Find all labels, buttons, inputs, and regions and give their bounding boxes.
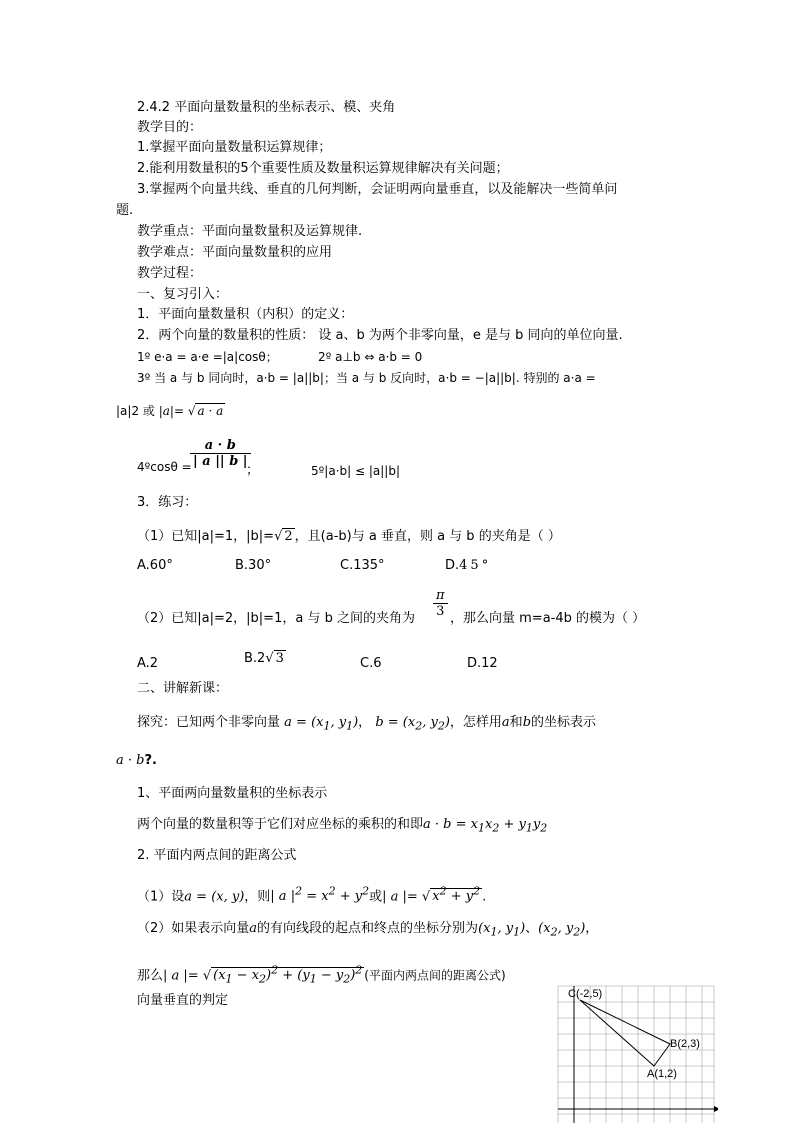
q2-radicand: 3 <box>275 651 284 666</box>
objectives-heading: 教学目的： <box>137 120 203 135</box>
cos-denominator: | a || b | <box>193 454 248 469</box>
explore-question <box>116 752 157 770</box>
question-1-tail: ，且(a-b)与 a 垂直，则 a 与 b 的夹角是（ ） <box>294 529 561 544</box>
q1-option-d-label: D. <box>445 558 460 573</box>
objective-2: 2.能利用数量积的5个重要性质及数量积运算规律解决有关问题； <box>137 161 509 176</box>
section-2-heading: 2. 平面内两点间的距离公式 <box>137 848 297 863</box>
review-heading: 一、复习引入： <box>137 287 229 302</box>
question-2-tail: ，那么向量 m=a-4b 的模为（ ） <box>450 611 646 626</box>
question-mark: ?. <box>144 753 157 768</box>
explore-and: 和 <box>509 715 523 730</box>
explore-text: 探究：已知两个非零向量 <box>137 715 281 730</box>
cos-fraction <box>190 438 251 469</box>
objective-3: 3.掌握两个向量共线、垂直的几何判断，会证明两向量垂直，以及能解决一些简单问 <box>137 182 618 197</box>
a-dot-b: a · b <box>116 753 145 768</box>
property-3-text: |a|2 或 <box>116 404 155 418</box>
section-2-1-head: （1）设 <box>137 889 185 905</box>
sqrt-symbol: √ <box>274 529 283 544</box>
property-3: 3º 当 a 与 b 同向时，a·b = |a||b|；当 a 与 b 反向时，a·b = −|a||b|. 特别的 a·a = <box>137 371 596 385</box>
label-c: C(-2,5) <box>568 988 603 1000</box>
exercise-heading: 3．练习： <box>137 495 198 510</box>
pi-over-3 <box>433 588 448 619</box>
q2-option-d: D.12 <box>467 656 498 671</box>
section-1-desc: 两个向量的数量积等于它们对应坐标的乘积的和即 <box>137 817 424 832</box>
triangle-abc <box>580 1000 670 1066</box>
section-2-3-tail: (平面内两点间的距离公式) <box>364 968 506 983</box>
vector-a-def: a = (x, y) <box>184 889 245 905</box>
section-3-heading: 向量垂直的判定 <box>137 993 229 1008</box>
property-4-label: 4ºcosθ = <box>137 460 192 474</box>
question-2-head: （2）已知|a|=2，|b|=1，a 与 b 之间的夹角为 <box>137 611 415 626</box>
section-2-2-sep: 、 <box>525 921 539 936</box>
sqrt-symbol: √ <box>421 889 431 905</box>
new-lesson-heading: 二、讲解新课： <box>137 681 229 696</box>
section-1-text <box>137 816 547 838</box>
modulus-sqrt: | a |= <box>382 889 422 905</box>
q1-radicand: 2 <box>284 529 293 544</box>
property-4-sep: ； <box>246 463 260 478</box>
property-1: 1º e·a = a·e =|a|cosθ； <box>137 350 278 364</box>
difficulty: 教学难点：平面向量数量积的应用 <box>137 245 333 260</box>
grid <box>558 986 714 1123</box>
explore-line <box>137 714 596 736</box>
q2-option-b-label: B.2 <box>244 651 266 666</box>
fraction-numerator: π <box>436 588 445 603</box>
sqrt-symbol: √ <box>202 968 212 984</box>
modulus-formula: |a|= <box>158 404 188 418</box>
section-2-3-head: 那么 <box>137 968 164 984</box>
q1-option-d <box>445 557 491 575</box>
q2-option-a: A.2 <box>137 656 159 671</box>
distance-radicand: $(x_1 - x_2)^2 + (y_1 - y_2)^2$ <box>213 964 363 986</box>
review-properties-intro: 2．两个向量的数量积的性质： 设 a、b 为两个非零向量，e 是与 b 同向的单位向量. <box>137 328 623 343</box>
q1-option-a: A.60° <box>137 558 173 573</box>
symbol-a: a <box>501 715 510 730</box>
section-2-1: （1）设a = (x, y)，则| a $|^2 = x^2 + y^2$或| a |= √ $x^2 + y^2$ . <box>137 885 487 905</box>
radicand-a-dot-a: a · a <box>197 404 224 418</box>
q1-option-b: B.30° <box>235 558 272 573</box>
question-1-head: （1）已知|a|=1，|b|= <box>137 529 275 544</box>
key-point: 教学重点：平面向量数量积及运算规律. <box>137 224 363 239</box>
objective-3-cont: 题. <box>116 203 134 218</box>
sqrt-symbol: √ <box>265 651 274 666</box>
question-1 <box>137 528 561 546</box>
vector-b-coords: $b = (x_2$, $y_2$) <box>375 715 450 733</box>
property-3-cont <box>116 402 225 420</box>
sqrt-symbol: √ <box>187 404 196 418</box>
section-1-heading: 1、平面两向量数量积的坐标表示 <box>137 786 328 801</box>
cos-numerator: a · b <box>190 438 251 454</box>
section-2-3 <box>137 962 506 989</box>
radicand-xy: $x^2 + y^2$ <box>432 885 481 905</box>
modulus-squared: | a $|^2 = x^2 + y^2$ <box>270 885 370 905</box>
vector-a-coords: $a = (x_1$, $y_1$) <box>284 715 359 733</box>
dot-product-formula: $a \cdot b = x_1x_2 + y_1y_2$ <box>423 817 548 835</box>
section-2-2-head: （2）如果表示向量 <box>137 921 250 936</box>
fraction-denominator: 3 <box>433 603 448 619</box>
property-5: 5º|a·b| ≤ |a||b| <box>311 464 400 478</box>
symbol-a: a <box>249 921 258 936</box>
explore-tail: 的坐标表示 <box>531 715 597 730</box>
point-2-coords: ($x_2$, $y_2$) <box>538 921 586 939</box>
label-a: A(1,2) <box>647 1068 677 1080</box>
explore-mid: ，怎样用 <box>449 715 502 730</box>
label-b: B(2,3) <box>670 1038 700 1050</box>
q1-option-c: C.135° <box>340 558 385 573</box>
property-2: 2º a⊥b ⇔ a·b = 0 <box>318 350 423 364</box>
distance-lhs: | a |= <box>163 968 203 984</box>
objective-1: 1.掌握平面向量数量积运算规律； <box>137 140 332 155</box>
x-axis-arrow <box>714 1106 718 1112</box>
coordinate-figure <box>548 978 718 1123</box>
point-1-coords: ($x_1$, $y_1$) <box>478 921 526 939</box>
explore-sep: ， <box>358 715 372 730</box>
q2-option-b <box>244 650 286 668</box>
section-2-2: （2）如果表示向量a的有向线段的起点和终点的坐标分别为($x_1$, $y_1$)、($x_2$, $y_2$)， <box>137 921 599 939</box>
page-title: 2.4.2 平面向量数量积的坐标表示、模、夹角 <box>137 100 396 115</box>
section-2-2-mid: 的有向线段的起点和终点的坐标分别为 <box>257 921 479 936</box>
review-definition: 1．平面向量数量积（内积）的定义： <box>137 307 354 322</box>
process-heading: 教学过程： <box>137 266 203 281</box>
q1-option-d-value: 45° <box>459 558 492 573</box>
section-2-1-mid: ，则 <box>244 889 271 905</box>
q2-option-c: C.6 <box>360 656 382 671</box>
symbol-b: b <box>522 715 532 730</box>
section-2-1-or: 或 <box>369 889 383 905</box>
